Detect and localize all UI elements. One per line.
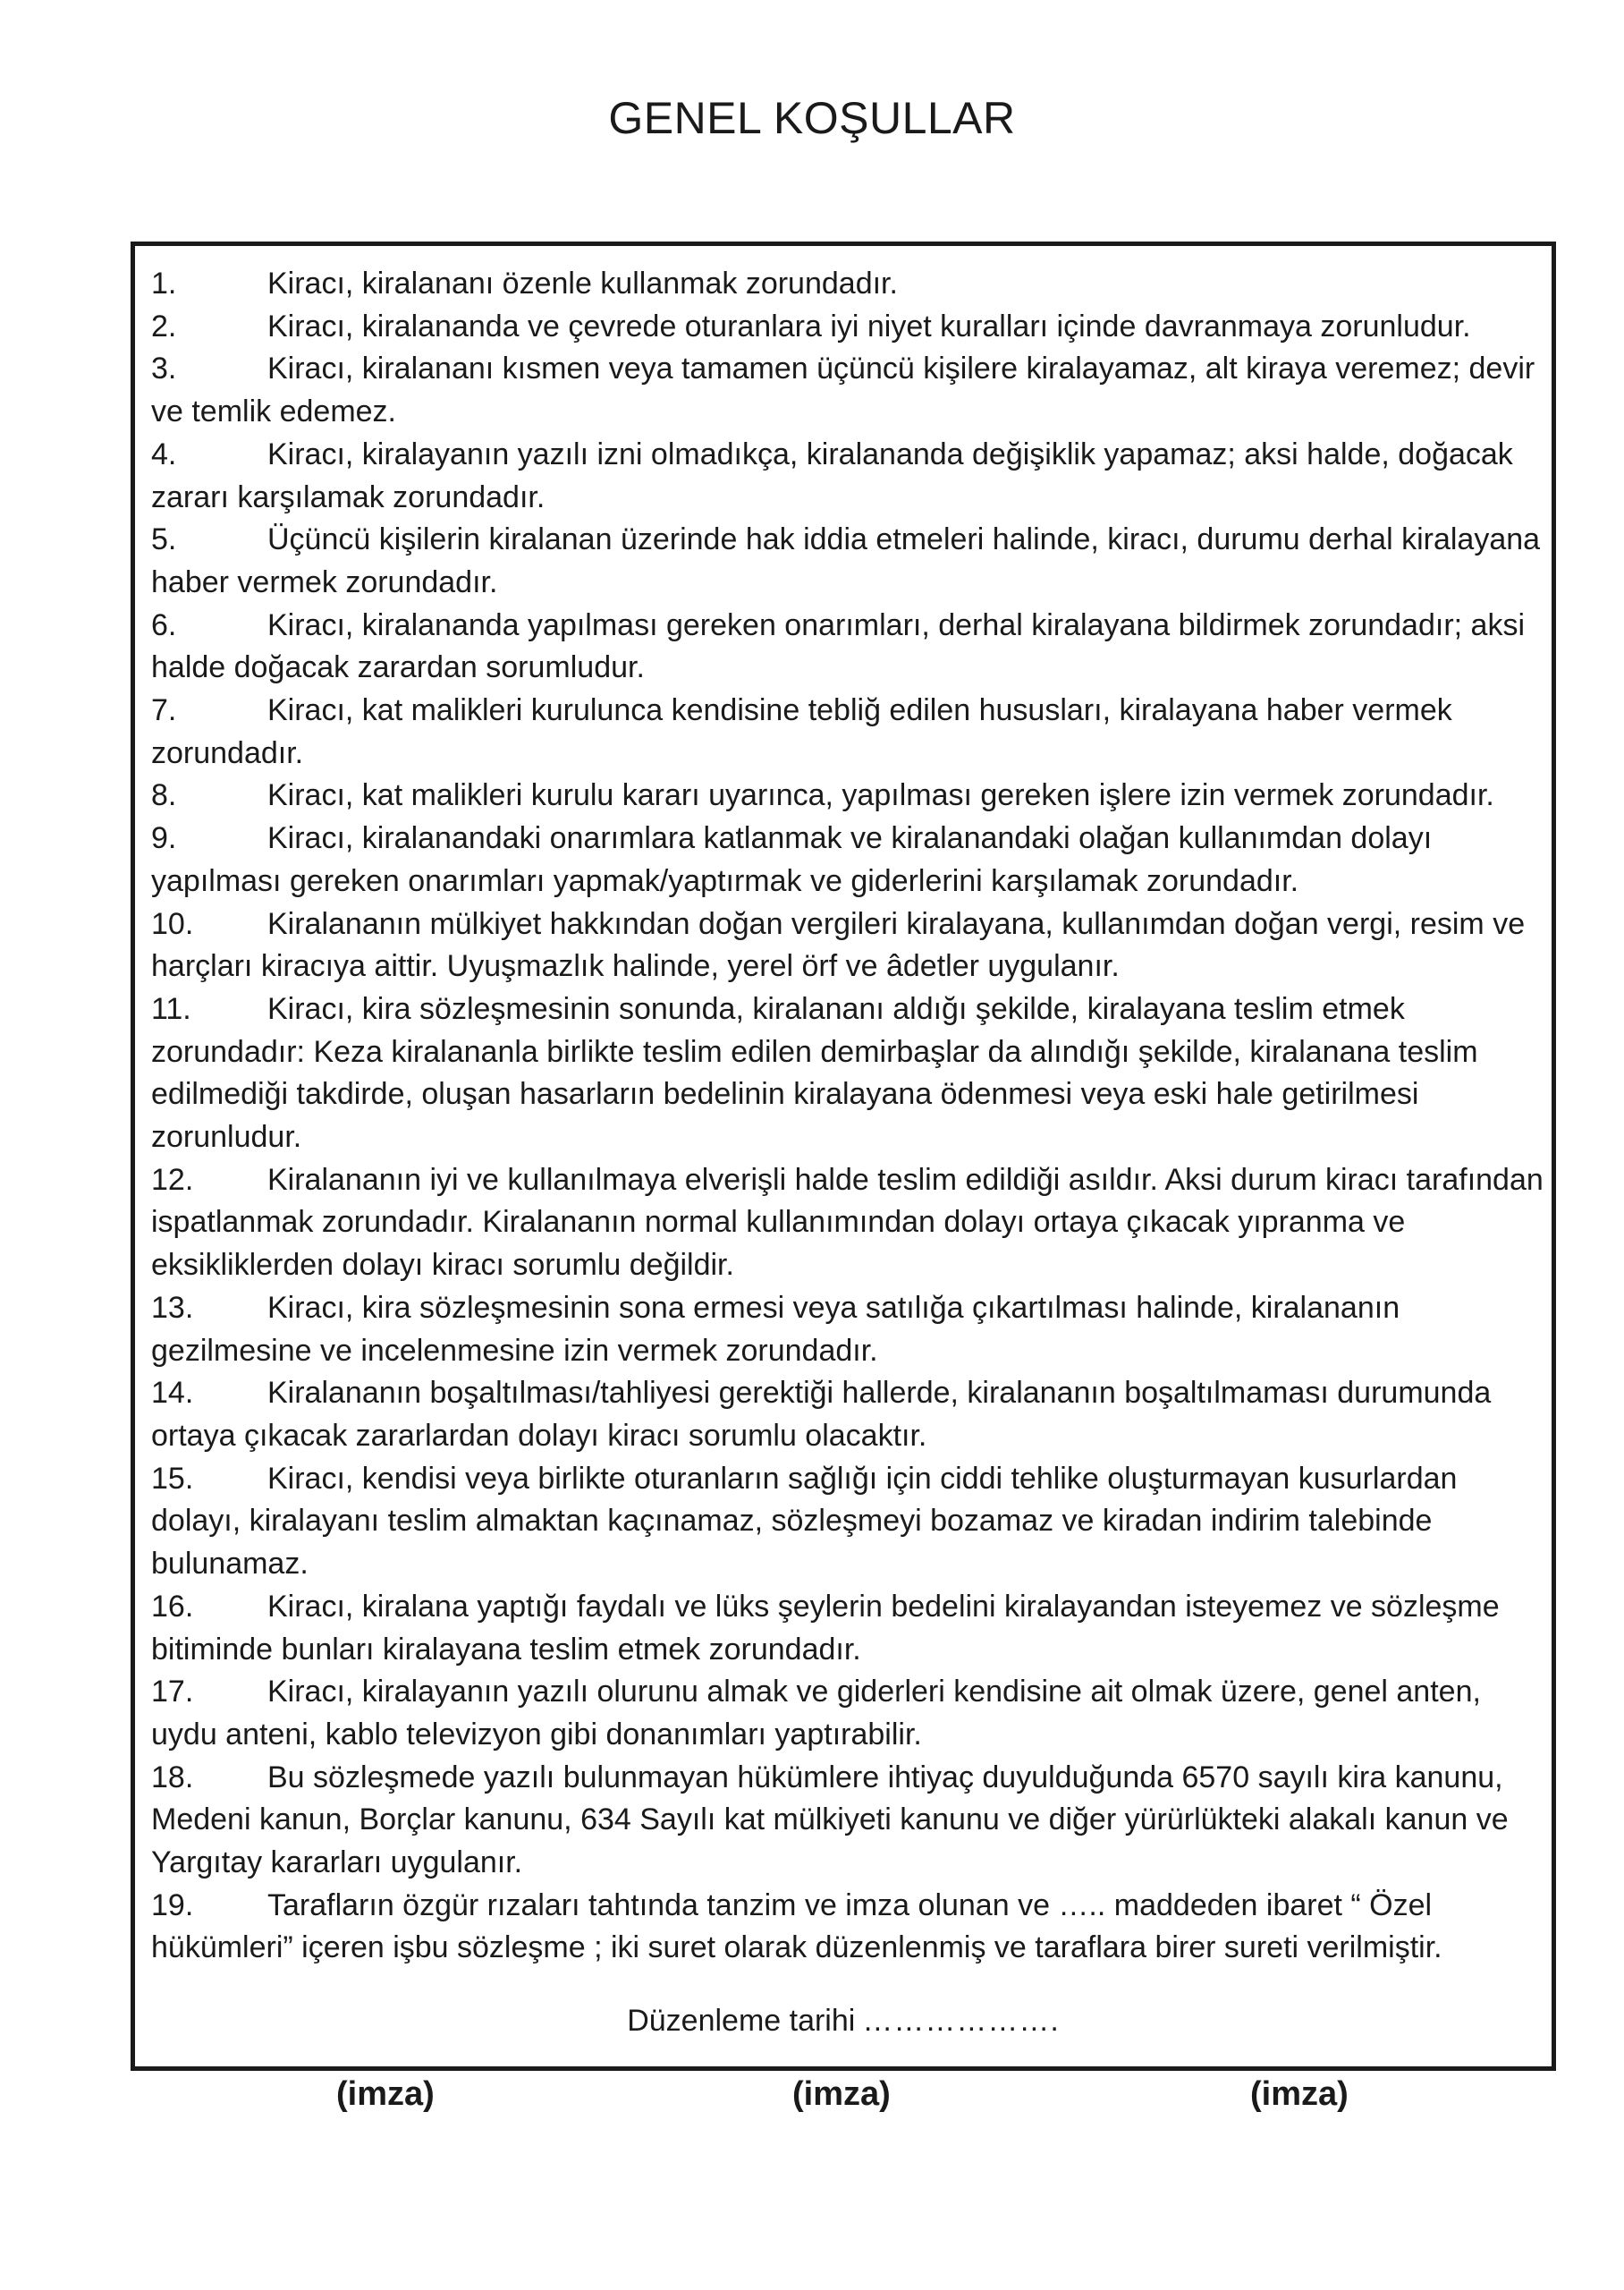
term-item [151,1372,1553,1457]
term-item [151,306,1553,349]
signature-2: (imza) [792,2075,891,2113]
term-number: 7. [151,693,177,728]
terms-list [151,263,1553,1970]
term-text: Tarafların özgür rızaları tahtında tanzim ve imza olunan ve ….. maddeden ibaret “ Özel hükümleri” içeren işbu sözleşme ; iki suret olarak düzenlenmiş ve taraflara birer sureti verilmiştir. [151,1887,1442,1965]
date-label: Düzenleme tarihi [627,2004,856,2038]
term-item [151,690,1553,775]
term-number: 4. [151,437,177,471]
term-text: Kiracı, kira sözleşmesinin sonunda, kiralananı aldığı şekilde, kiralayana teslim etmek zorundadır: Keza kiralananla birlikte teslim edilen demirbaşlar da alındığı şekilde, kiralanana teslim edilmediği takdirde, oluşan hasarların bedelinin kiralayana ödenmesi veya eski hale getirilmesi zorunludur. [151,991,1478,1155]
term-number: 16. [151,1589,194,1624]
term-item [151,1757,1553,1885]
term-number: 2. [151,309,177,344]
term-number: 11. [151,991,191,1026]
term-item [151,1287,1553,1372]
page-title: GENEL KOŞULLAR [608,93,1016,143]
term-item [151,348,1553,433]
term-number: 1. [151,267,177,301]
term-text: Üçüncü kişilerin kiralanan üzerinde hak iddia etmeleri halinde, kiracı, durumu derhal kiralayana haber vermek zorundadır. [151,522,1541,599]
term-number: 13. [151,1290,194,1325]
term-text: Kiracı, kendisi veya birlikte oturanların sağlığı için ciddi tehlike oluşturmayan kusurlardan dolayı, kiralayanı teslim almaktan kaçınamaz, sözleşmeyi bozamaz ve kiradan indirim talebinde bulunamaz. [151,1461,1458,1582]
term-number: 9. [151,821,177,856]
date-placeholder: ………………. [862,2004,1060,2038]
term-text: Kiracı, kira sözleşmesinin sona ermesi veya satılığa çıkartılması halinde, kiralananın gezilmesine ve incelenmesine izin vermek zorundadır. [151,1290,1400,1368]
term-item [151,1885,1553,1970]
term-text: Kiracı, kiralananı özenle kullanmak zorundadır. [267,267,898,301]
term-text: Kiracı, kiralana yaptığı faydalı ve lüks şeylerin bedelini kiralayandan isteyemez ve sözleşme bitiminde bunları kiralayana teslim etmek zorundadır. [151,1589,1500,1667]
term-number: 5. [151,522,177,557]
term-item [151,818,1553,903]
signature-3: (imza) [1250,2075,1349,2113]
term-number: 8. [151,778,177,813]
term-number: 10. [151,906,194,941]
term-item [151,1159,1553,1287]
term-item [151,434,1553,519]
term-item [151,775,1553,818]
term-text: Kiracı, kiralayanın yazılı izni olmadıkça, kiralananda değişiklik yapamaz; aksi halde, doğacak zararı karşılamak zorundadır. [151,437,1513,514]
term-number: 14. [151,1376,194,1411]
term-text: Kiralananın iyi ve kullanılmaya elverişli halde teslim edildiği asıldır. Aksi durum kiracı tarafından ispatlanmak zorundadır. Kiralananın normal kullanımından dolayı ortaya çıkacak yıpranma ve eksikliklerden dolayı kiracı sorumlu değildir. [151,1162,1544,1283]
term-item [151,519,1553,604]
term-text: Kiracı, kat malikleri kurulu kararı uyarınca, yapılması gereken işlere izin vermek zorundadır. [267,778,1494,813]
terms-box [131,242,1556,2071]
term-number: 12. [151,1162,194,1197]
term-item [151,1586,1553,1671]
term-number: 19. [151,1887,194,1922]
term-text: Kiracı, kiralananda ve çevrede oturanlara iyi niyet kuralları içinde davranmaya zorunludur. [267,309,1471,344]
term-text: Bu sözleşmede yazılı bulunmayan hükümlere ihtiyaç duyulduğunda 6570 sayılı kira kanunu, Medeni kanun, Borçlar kanunu, 634 Sayılı kat mülkiyeti kanunu ve diğer yürürlükteki alakalı kanun ve Yargıtay kararları uygulanır. [151,1760,1509,1880]
term-text: Kiralananın mülkiyet hakkından doğan vergileri kiralayana, kullanımdan doğan vergi, resim ve harçları kiracıya aittir. Uyuşmazlık halinde, yerel örf ve âdetler uygulanır. [151,906,1526,984]
signature-1: (imza) [336,2075,435,2113]
term-item [151,988,1553,1159]
date-line [135,2004,1552,2039]
term-text: Kiracı, kat malikleri kurulunca kendisine tebliğ edilen hususları, kiralayana haber vermek zorundadır. [151,693,1452,770]
term-text: Kiracı, kiralananda yapılması gereken onarımları, derhal kiralayana bildirmek zorundadır; aksi halde doğacak zarardan sorumludur. [151,607,1526,685]
term-number: 18. [151,1760,194,1794]
term-item [151,605,1553,690]
term-number: 17. [151,1675,194,1709]
term-item [151,1458,1553,1586]
term-text: Kiracı, kiralanandaki onarımlara katlanmak ve kiralanandaki olağan kullanımdan dolayı yapılması gereken onarımları yapmak/yaptırmak ve giderlerini karşılamak zorundadır. [151,821,1433,898]
term-text: Kiracı, kiralayanın yazılı olurunu almak ve giderleri kendisine ait olmak üzere, genel anten, uydu anteni, kablo televizyon gibi donanımları yaptırabilir. [151,1675,1481,1751]
term-item [151,1671,1553,1756]
term-number: 6. [151,607,177,642]
term-number: 15. [151,1461,194,1496]
term-item [151,263,1553,306]
term-number: 3. [151,352,177,386]
term-item [151,903,1553,988]
term-text: Kiralananın boşaltılması/tahliyesi gerektiği hallerde, kiralananın boşaltılmaması durumunda ortaya çıkacak zararlardan dolayı kiracı sorumlu olacaktır. [151,1376,1492,1453]
term-text: Kiracı, kiralananı kısmen veya tamamen üçüncü kişilere kiralayamaz, alt kiraya veremez; devir ve temlik edemez. [151,352,1535,429]
